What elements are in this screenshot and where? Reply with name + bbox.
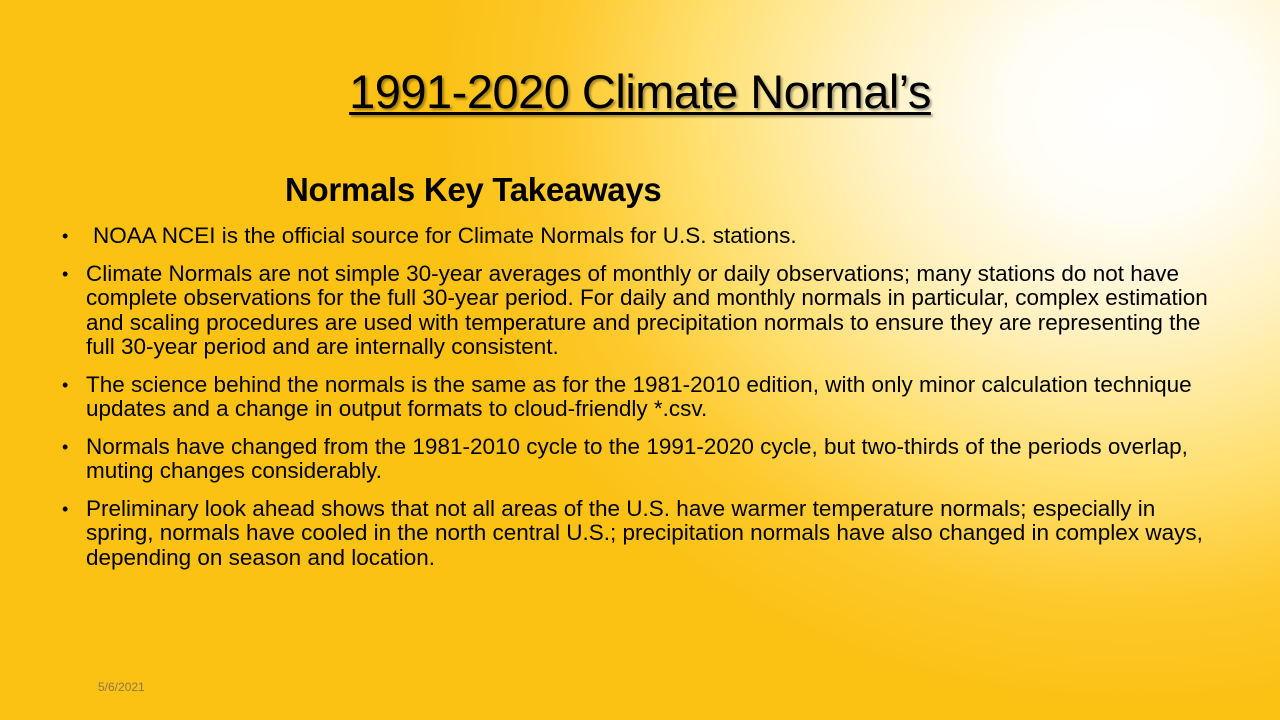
list-item-text: Climate Normals are not simple 30-year averages of monthly or daily observations; many stations do not have complete observations for the full 30-year period. For daily and monthly normals in particular, complex estimation and scaling procedures are used with temperature and precipitation normals to ensure they are representing the full 30-year period and are internally consistent. [86,260,1208,359]
slide-title: 1991-2020 Climate Normal’s [349,65,931,118]
list-item-text: NOAA NCEI is the official source for Climate Normals for U.S. stations. [93,223,797,248]
bullet-icon: • [62,498,69,519]
list-item [58,435,1223,484]
bullet-icon: • [62,226,69,246]
list-item-text: Normals have changed from the 1981-2010 cycle to the 1991-2020 cycle, but two-thirds of the periods overlap, muting changes considerably. [86,433,1188,483]
list-item [58,224,1223,249]
list-item [58,262,1223,360]
slide-subtitle: Normals Key Takeaways [285,171,662,208]
bullet-icon: • [62,374,69,395]
bullet-icon: • [62,436,69,457]
slide-date: 5/6/2021 [98,680,145,694]
list-item [58,497,1223,571]
list-item-text: Preliminary look ahead shows that not all areas of the U.S. have warmer temperature normals; especially in spring, normals have cooled in the north central U.S.; precipitation normals have also changed in complex ways, depending on season and location. [86,495,1203,570]
list-item-text: The science behind the normals is the same as for the 1981-2010 edition, with only minor calculation technique updates and a change in output formats to cloud-friendly *.csv. [86,371,1192,421]
takeaways-list [58,224,1223,583]
list-item [58,373,1223,422]
bullet-icon: • [62,263,69,284]
